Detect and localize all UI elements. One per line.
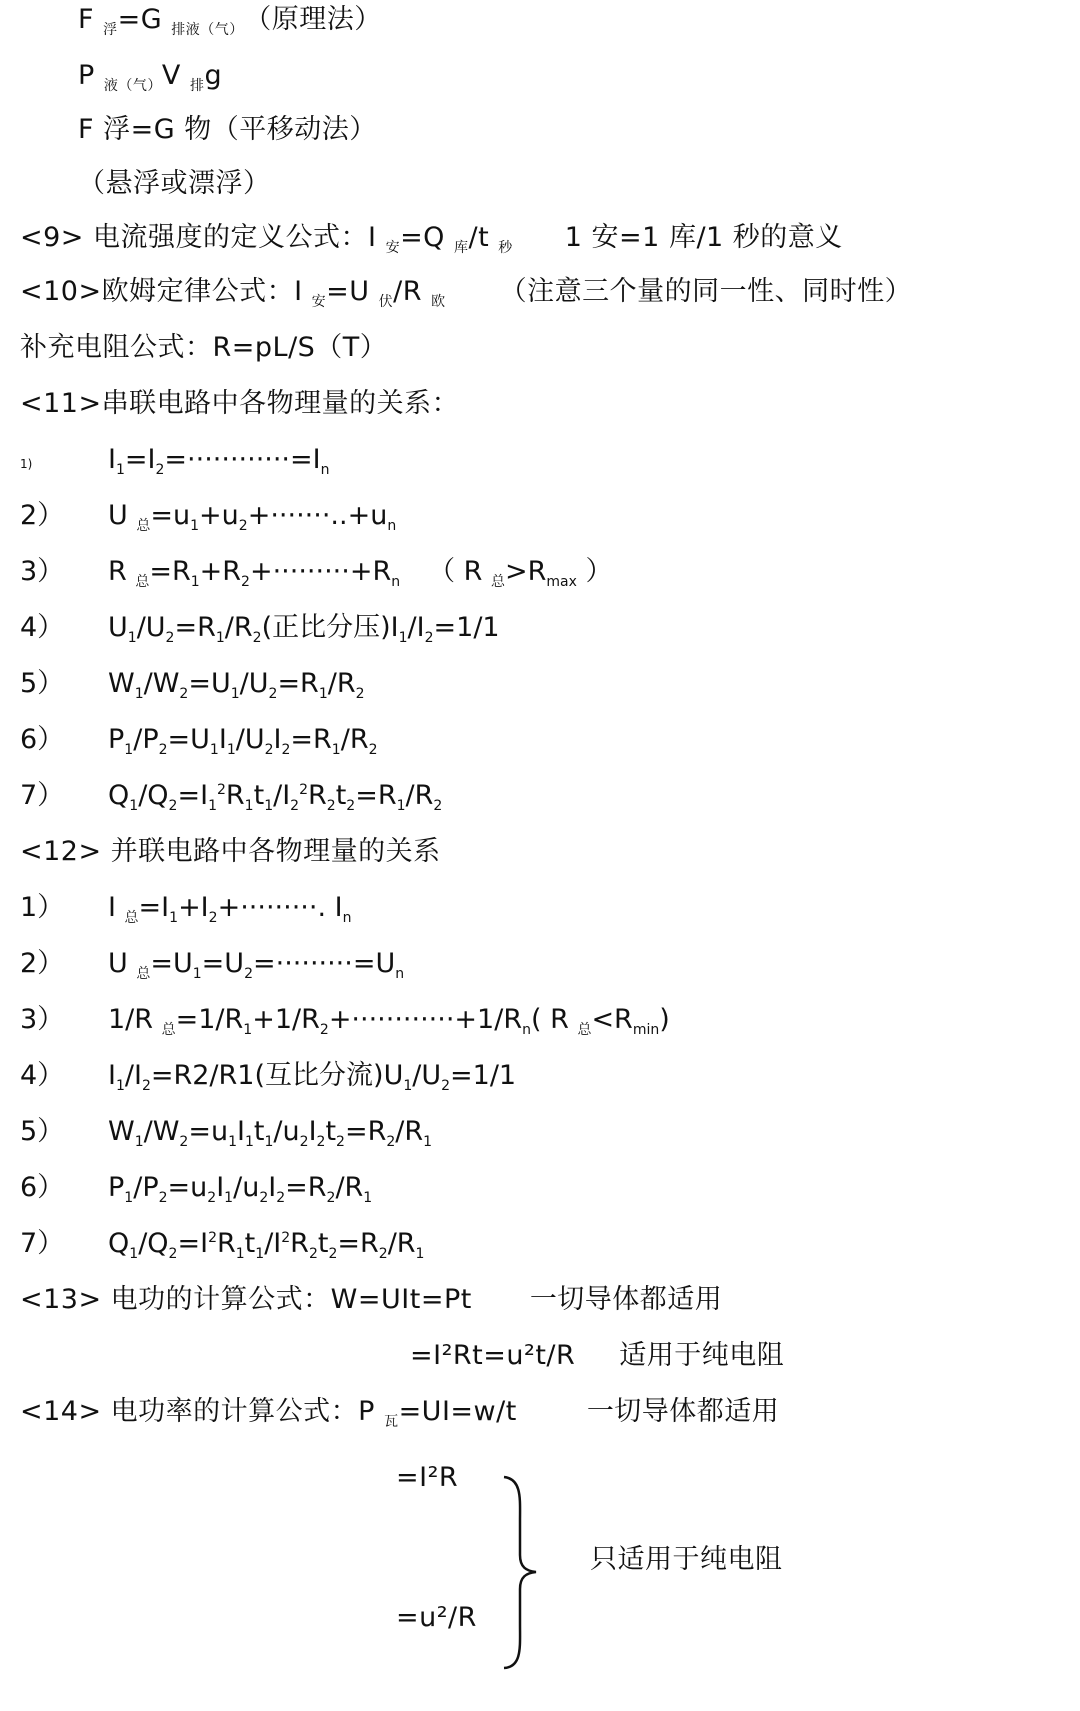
item-number: 2）	[20, 948, 65, 979]
series-voltage: U $_总=u_1+u_2+\cdot\cdot\cdot\cdot\cdot\cdot\cdot..+u_n$	[108, 500, 397, 534]
buoyancy-line-3: F 浮=G 物（平移动法）	[78, 114, 377, 145]
buoyancy-line-4: （悬浮或漂浮）	[78, 168, 271, 199]
parallel-current-ratio: $I_1/I_2=R2/R1$(互比分流)$U_1/U_2=1/1$	[108, 1060, 517, 1094]
series-current: $I_1=I_2=\cdot\cdot\cdot\cdot\cdot\cdot\cdot\cdot\cdot\cdot\cdot\cdot=I_n$	[108, 444, 330, 478]
curly-brace-icon	[500, 1475, 540, 1670]
buoyancy-line-1: F $_浮$=G $_{排液(气)}$ （原理法）	[78, 4, 382, 38]
series-work-ratio: $W_1/W_2=U_1/U_2=R_1/R_2$	[108, 668, 365, 702]
parallel-voltage: U $_总=U_1=U_2=\cdot\cdot\cdot\cdot\cdot\cdot\cdot\cdot\cdot=U_n$	[108, 948, 405, 982]
parallel-power-ratio: $P_1/P_2=u_2I_1/u_2I_2=R_2/R_1$	[108, 1172, 373, 1206]
section-12-title: <12> 并联电路中各物理量的关系	[20, 836, 441, 867]
section-14-head: <14> 电功率的计算公式：P $_瓦$=UI=w/t 一切导体都适用	[20, 1396, 780, 1430]
item-number: 5）	[20, 668, 65, 699]
section-10: <10>欧姆定律公式：I $_安$=U $_伏$/R $_欧$ （注意三个量的同一性、同时性）	[20, 276, 913, 310]
item-number: 1）	[20, 892, 65, 923]
section-11-title: <11>串联电路中各物理量的关系：	[20, 388, 460, 419]
section-13-line-2: =I²Rt=u²t/R 适用于纯电阻	[410, 1340, 785, 1371]
buoyancy-line-2: P $_{液(气)}$V $_排$g	[78, 60, 223, 94]
section-14-note-2: 只适用于纯电阻	[590, 1544, 783, 1575]
item-number: 6）	[20, 724, 65, 755]
series-power-ratio: $P_1/P_2=U_1I_1/U_2I_2=R_1/R_2$	[108, 724, 378, 758]
section-14-line-3: =u²/R	[396, 1602, 477, 1633]
item-number: 3）	[20, 1004, 65, 1035]
parallel-heat-ratio: $Q_1/Q_2=I^2R_1t_1/I^2R_2t_2=R_2/R_1$	[108, 1228, 425, 1262]
item-number: 4）	[20, 1060, 65, 1091]
section-9: <9> 电流强度的定义公式：I $_安$=Q $_库$/t $_秒$ 1 安=1 库/1 秒的意义	[20, 222, 843, 256]
item-number: 4）	[20, 612, 65, 643]
item-number: 7）	[20, 780, 65, 811]
item-number: 1)	[20, 457, 33, 471]
section-13-head: <13> 电功的计算公式：W=UIt=Pt 一切导体都适用	[20, 1284, 723, 1315]
item-number: 7）	[20, 1228, 65, 1259]
parallel-work-ratio: $W_1/W_2=u_1I_1t_1/u_2I_2t_2=R_2/R_1$	[108, 1116, 433, 1150]
series-resistance: R $_总=R_1+R_2+\cdot\cdot\cdot\cdot\cdot\cdot\cdot\cdot\cdot+R_n$ （ R $_总>R_{max}$ ）	[108, 556, 613, 590]
supplementary-resistance-formula: 补充电阻公式：R=pL/S（T）	[20, 332, 388, 363]
parallel-resistance: 1/R $_总=1/R_1+1/R_2+\cdot\cdot\cdot\cdot\cdot\cdot\cdot\cdot\cdot\cdot\cdot\cdot+1/R_n$( R $_总<R_{min}$)	[108, 1004, 670, 1038]
series-heat-ratio: $Q_1/Q_2=I_1^2R_1t_1/I_2^2R_2t_2=R_1/R_2$	[108, 780, 443, 814]
parallel-current: I $_总=I_1+I_2+\cdot\cdot\cdot\cdot\cdot\cdot\cdot\cdot\cdot$. $I_n$	[108, 892, 352, 926]
section-14-line-2: =I²R	[396, 1462, 459, 1493]
item-number: 2）	[20, 500, 65, 531]
item-number: 5）	[20, 1116, 65, 1147]
item-number: 3）	[20, 556, 65, 587]
item-number: 6）	[20, 1172, 65, 1203]
series-voltage-ratio: $U_1/U_2=R_1/R_2$(正比分压)$I_1/I_2=1/1$	[108, 612, 500, 646]
